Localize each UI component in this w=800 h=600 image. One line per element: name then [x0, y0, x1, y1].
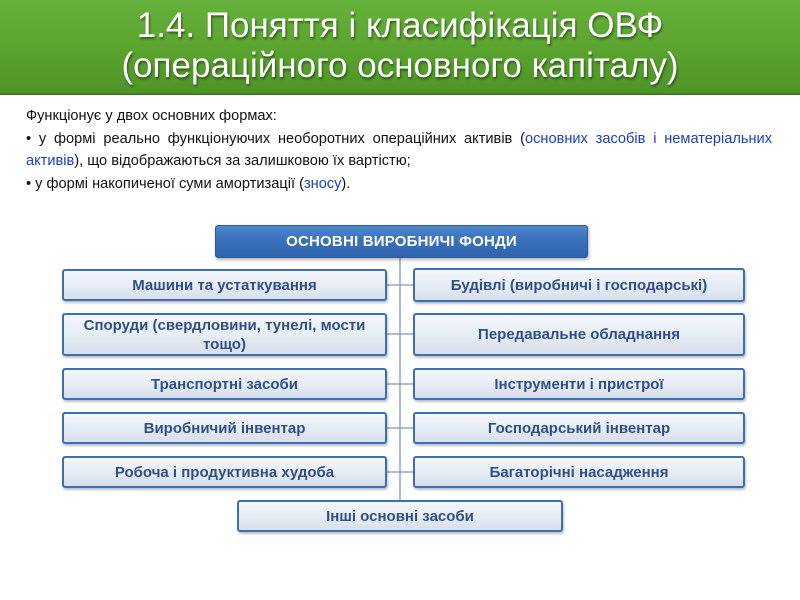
intro-line: Функціонує у двох основних формах: — [26, 108, 277, 124]
slide-title-line-1: 1.4. Поняття і класифікація ОВФ — [136, 6, 664, 45]
node-transmission-equipment: Передавальне обладнання — [413, 313, 745, 356]
bullet2-suffix: ). — [341, 175, 351, 192]
bullet1-highlight: основних засобів і нематеріальних активів — [26, 130, 772, 169]
bullet1-prefix: • у формі реально функціонуючих необоротних операційних активів ( — [26, 130, 525, 147]
node-structures: Споруди (свердловини, тунелі, мости тощо) — [62, 313, 387, 356]
node-tools-devices: Інструменти і пристрої — [413, 368, 745, 400]
node-production-inventory: Виробничий інвентар — [62, 412, 387, 444]
root-node-fixed-production-assets: ОСНОВНІ ВИРОБНИЧІ ФОНДИ — [215, 225, 588, 258]
node-machinery: Машини та устаткування — [62, 269, 387, 301]
slide-title-line-2: (операційного основного капіталу) — [121, 46, 679, 85]
bullet2-prefix: • у формі накопиченої суми амортизації ( — [26, 175, 304, 192]
node-perennial-plantings: Багаторічні насадження — [413, 456, 745, 488]
node-buildings: Будівлі (виробничі і господарські) — [413, 268, 745, 302]
node-household-inventory: Господарський інвентар — [413, 412, 745, 444]
node-livestock: Робоча і продуктивна худоба — [62, 456, 387, 488]
node-other-fixed-assets: Інші основні засоби — [237, 500, 563, 532]
node-vehicles: Транспортні засоби — [62, 368, 387, 400]
bullet1-suffix: ), що відображаються за залишковою їх вартістю; — [74, 153, 411, 169]
bullet2-highlight: зносу — [303, 175, 342, 192]
